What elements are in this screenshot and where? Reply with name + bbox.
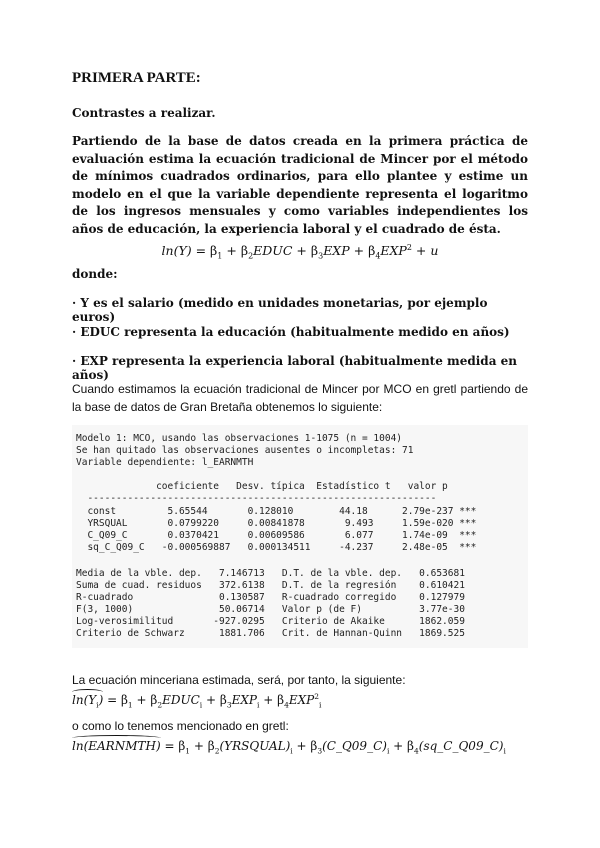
gretl-stats-row: F(3, 1000) 50.06714 Valor p (de F) 3.77e-30 (76, 604, 465, 615)
gretl-row-yrsqual: YRSQUAL 0.0799220 0.00841878 9.493 1.59e-020 *** (76, 518, 477, 529)
subheading: Contrastes a realizar. (72, 106, 216, 120)
gretl-equation: ln(EARNMTH) = $\beta_1$ + $\beta_2(YRSQUAL)_i$ + $\beta_3(C\_Q09\_C)_i$ + $\beta_4(sq\_C\_Q09\_C)_i$ (72, 739, 506, 756)
gretl-row-sqcq09c: sq_C_Q09_C -0.000569887 0.000134511 -4.237 2.48e-05 *** (76, 542, 477, 553)
estimated-intro: La ecuación minceriana estimada, será, por tanto, la siguiente: (72, 673, 406, 687)
gretl-stats-row: R-cuadrado 0.130587 R-cuadrado corregido 0.127979 (76, 592, 465, 603)
gretl-stats-row: Criterio de Schwarz 1881.706 Crit. de Hannan-Quinn 1869.525 (76, 628, 465, 639)
gretl-stats-row: Suma de cuad. residuos 372.6138 D.T. de la regresión 0.610421 (76, 580, 465, 591)
intro-paragraph: Partiendo de la base de datos creada en la primera práctica de evaluación estima la ecuación tradicional de Mincer por el método de mínimos cuadrados ordinarios, para ello plantee y estime un modelo en el que la variable dependiente representa el logaritmo de los ingresos mensuales y como variables independientes los años de educación, la experiencia laboral y el cuadrado de ésta. (72, 134, 528, 236)
gretl-missing-line: Se han quitado las observaciones ausentes o incompletas: 71 (76, 445, 414, 456)
gretl-model-line: Modelo 1: MCO, usando las observaciones 1-1075 (n = 1004) (76, 433, 403, 444)
gretl-row-const: const 5.65544 0.128010 44.18 2.79e-237 *** (76, 506, 477, 517)
gretl-stats-row: Media de la vble. dep. 7.146713 D.T. de la vble. dep. 0.653681 (76, 568, 465, 579)
gretl-output-image (72, 425, 528, 648)
gretl-intro-paragraph: Cuando estimamos la ecuación tradicional de Mincer por MCO en gretl partiendo de la base de datos de Gran Bretaña obtenemos lo siguiente: (72, 382, 528, 414)
bullet-educ: · EDUC representa la educación (habitualmente medido en años) (72, 325, 510, 339)
gretl-table-rule: ------------------------------------------------------------- (76, 493, 437, 504)
bullet-y: · Y es el salario (medido en unidades monetarias, por ejemplo euros) (72, 296, 488, 324)
gretl-depvar-line: Variable dependiente: l_EARNMTH (76, 457, 254, 468)
estimated-equation: $\ln(Y_i) = \beta_1$ + $\beta_2EDUC_i + \beta_3EXP_i + \beta_4EXP^2_i$ (72, 692, 322, 710)
gretl-row-cq09c: C_Q09_C 0.0370421 0.00609586 6.077 1.74e-09 *** (76, 530, 477, 541)
bullet-exp: · EXP representa la experiencia laboral (habitualmente medida en años) (72, 354, 518, 382)
model-formula: $\ln(Y) = \beta_1$ + $\beta_2EDUC + \beta_3EXP + \beta_4EXP^2 + u$ (161, 243, 439, 261)
gretl-stats-row: Log-verosimilitud -927.0295 Criterio de Akaike 1862.059 (76, 616, 465, 627)
donde-label: donde: (72, 267, 118, 281)
gretl-mention: o como lo tenemos mencionado en gretl: (72, 719, 289, 733)
gretl-table-header: coeficiente Desv. típica Estadístico t valor p (76, 481, 448, 492)
section-heading: PRIMERA PARTE: (72, 70, 201, 86)
